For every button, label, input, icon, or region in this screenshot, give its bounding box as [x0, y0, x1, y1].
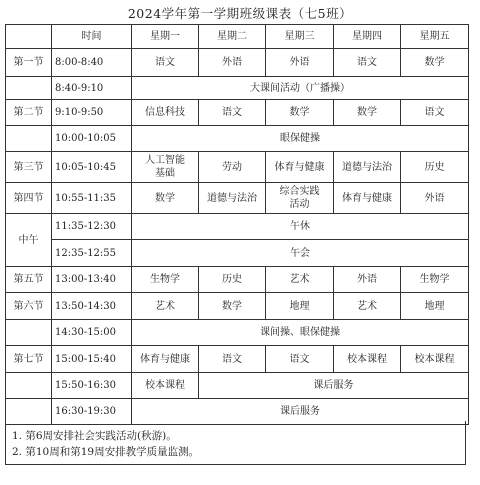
- activity-cell: 课后服务: [132, 399, 469, 425]
- class-cell: 语文: [401, 100, 469, 126]
- class-cell: 数学: [266, 100, 334, 126]
- table-row: [6, 126, 469, 152]
- table-row: [6, 267, 469, 293]
- class-cell: 外语: [199, 49, 266, 77]
- class-cell: 历史: [199, 267, 266, 293]
- time-cell: 10:05-10:45: [52, 152, 132, 183]
- header-day-tue: 星期二: [199, 25, 266, 49]
- class-cell: 生物学: [132, 267, 199, 293]
- class-cell: 语文: [266, 346, 334, 373]
- header-row: [6, 25, 469, 49]
- class-cell: 艺术: [132, 293, 199, 320]
- class-cell: 劳动: [199, 152, 266, 183]
- time-cell: 14:30-15:00: [52, 320, 132, 346]
- period-cell: 第七节: [6, 346, 52, 373]
- period-cell: 中午: [6, 214, 52, 267]
- table-row: [6, 373, 469, 399]
- class-cell: 校本课程: [401, 346, 469, 373]
- period-cell: 第五节: [6, 267, 52, 293]
- table-row: [6, 183, 469, 214]
- class-cell: 艺术: [334, 293, 401, 320]
- class-cell: 体育与健康: [266, 152, 334, 183]
- activity-cell: 课后服务: [199, 373, 469, 399]
- header-time: 时间: [52, 25, 132, 49]
- time-cell: 16:30-19:30: [52, 399, 132, 425]
- class-cell: 体育与健康: [334, 183, 401, 214]
- class-cell: 历史: [401, 152, 469, 183]
- time-cell: 9:10-9:50: [52, 100, 132, 126]
- table-row: [6, 293, 469, 320]
- time-cell: 10:00-10:05: [52, 126, 132, 152]
- time-cell: 13:50-14:30: [52, 293, 132, 320]
- period-cell: [6, 373, 52, 399]
- period-cell: 第一节: [6, 49, 52, 77]
- time-cell: 13:00-13:40: [52, 267, 132, 293]
- schedule-title: 2024学年第一学期班级课表（七5班）: [127, 6, 353, 21]
- period-cell: 第六节: [6, 293, 52, 320]
- header-day-fri: 星期五: [401, 25, 469, 49]
- class-cell: 语文: [199, 100, 266, 126]
- class-cell: 语文: [199, 346, 266, 373]
- period-cell: [6, 77, 52, 100]
- time-cell: 12:35-12:55: [52, 240, 132, 267]
- header-day-wed: 星期三: [266, 25, 334, 49]
- class-cell: 道德与法治: [199, 183, 266, 214]
- class-cell: 信息科技: [132, 100, 199, 126]
- header-day-mon: 星期一: [132, 25, 199, 49]
- table-row: [6, 240, 469, 267]
- activity-cell: 眼保健操: [132, 126, 469, 152]
- time-cell: 15:50-16:30: [52, 373, 132, 399]
- time-cell: 8:00-8:40: [52, 49, 132, 77]
- period-cell: [6, 320, 52, 346]
- class-cell: 体育与健康: [132, 346, 199, 373]
- time-cell: 8:40-9:10: [52, 77, 132, 100]
- activity-cell: 午休: [132, 214, 469, 240]
- time-cell: 15:00-15:40: [52, 346, 132, 373]
- period-cell: [6, 126, 52, 152]
- header-day-thu: 星期四: [334, 25, 401, 49]
- time-cell: 11:35-12:30: [52, 214, 132, 240]
- class-cell: 数学: [199, 293, 266, 320]
- class-cell: 语文: [132, 49, 199, 77]
- class-cell: 外语: [401, 183, 469, 214]
- table-row: [6, 320, 469, 346]
- header-period: [6, 25, 52, 49]
- period-cell: 第二节: [6, 100, 52, 126]
- table-row: [6, 152, 469, 183]
- table-row: [6, 346, 469, 373]
- time-cell: 10:55-11:35: [52, 183, 132, 214]
- class-cell: 地理: [401, 293, 469, 320]
- period-cell: 第四节: [6, 183, 52, 214]
- table-row: [6, 100, 469, 126]
- activity-cell: 大课间活动（广播操）: [132, 77, 469, 100]
- period-cell: 第三节: [6, 152, 52, 183]
- activity-cell: 课间操、眼保健操: [132, 320, 469, 346]
- class-cell: 校本课程: [132, 373, 199, 399]
- note-line: 1. 第6周安排社会实践活动(秋游)。: [12, 430, 177, 442]
- class-cell: 校本课程: [334, 346, 401, 373]
- activity-cell: 午会: [132, 240, 469, 267]
- class-cell: 外语: [334, 267, 401, 293]
- class-cell: 数学: [334, 100, 401, 126]
- schedule-table: [5, 24, 469, 425]
- class-cell: 生物学: [401, 267, 469, 293]
- class-cell: 地理: [266, 293, 334, 320]
- table-row: [6, 77, 469, 100]
- class-cell: 数学: [401, 49, 469, 77]
- table-row: [6, 214, 469, 240]
- notes-box: [5, 421, 466, 465]
- table-row: [6, 49, 469, 77]
- class-cell: 外语: [266, 49, 334, 77]
- note-line: 2. 第10周和第19周安排教学质量监测。: [12, 446, 200, 458]
- class-cell: 艺术: [266, 267, 334, 293]
- class-cell: 综合实践 活动: [266, 183, 334, 214]
- class-cell: 数学: [132, 183, 199, 214]
- class-cell: 道德与法治: [334, 152, 401, 183]
- class-cell: 人工智能 基础: [132, 152, 199, 183]
- class-cell: 语文: [334, 49, 401, 77]
